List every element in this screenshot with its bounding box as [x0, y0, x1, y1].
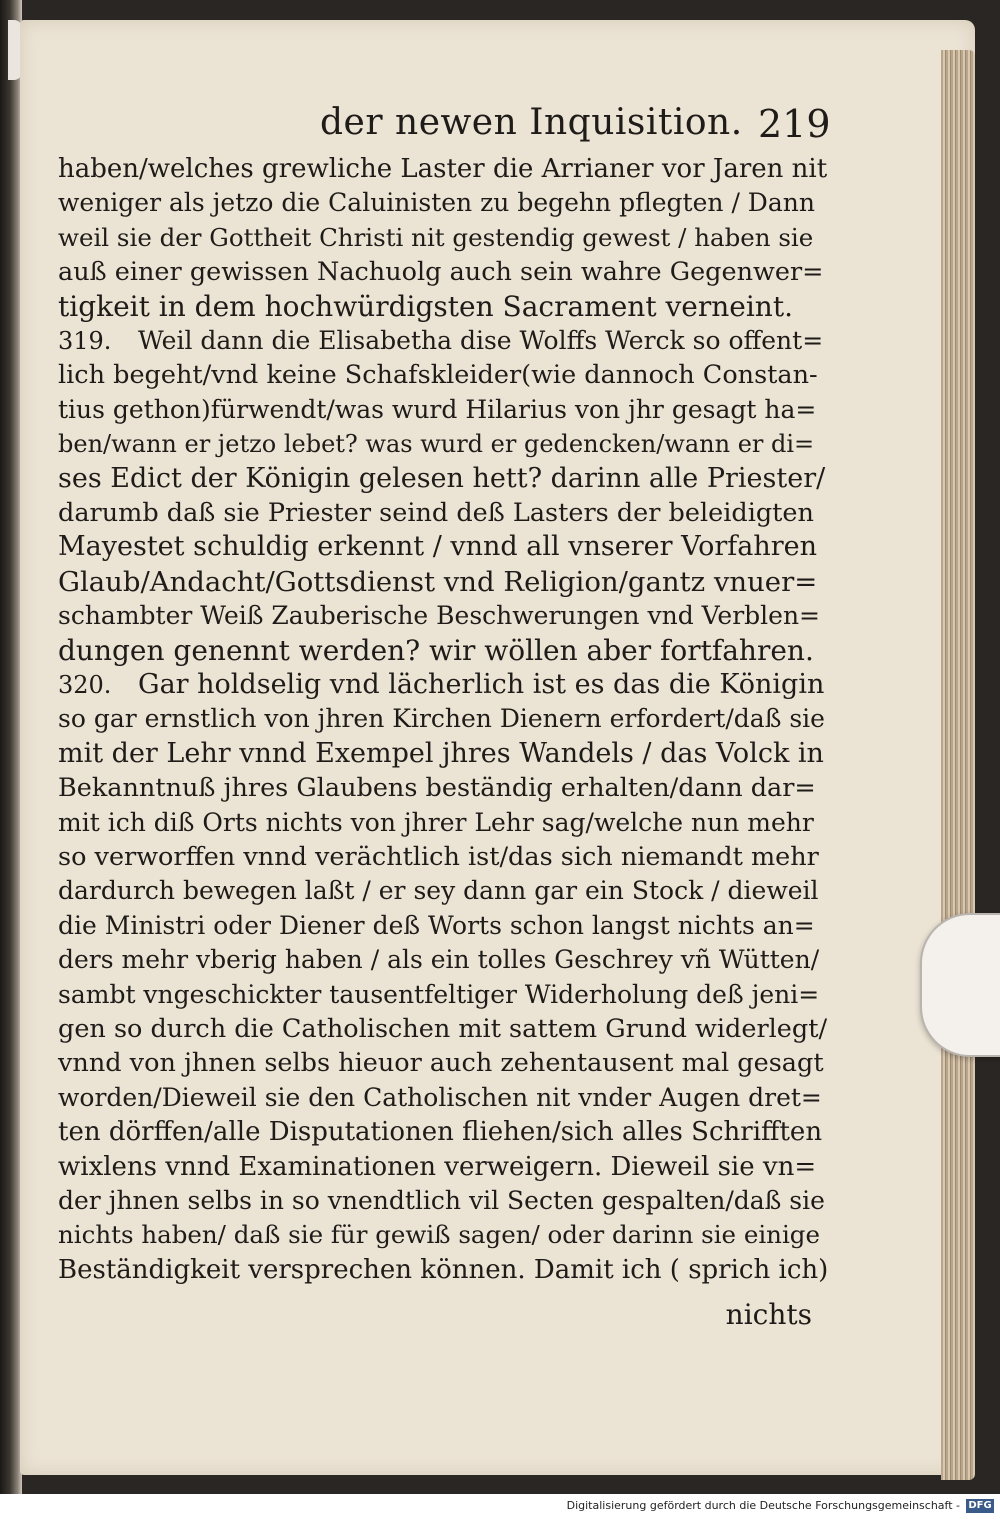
text-line: [58, 668, 824, 702]
text-line: [58, 634, 814, 668]
text-line: [58, 943, 819, 977]
text-line: [58, 255, 824, 289]
text-line: [58, 290, 793, 324]
text-line: [58, 1115, 822, 1149]
line-text: mit ich diß Orts nichts von jhrer Lehr sag/welche nun mehr: [58, 807, 814, 837]
line-text: weniger als jetzo die Caluinisten zu begehn pflegten / Dann: [58, 188, 815, 218]
text-line: [58, 496, 814, 530]
book-page: [20, 20, 975, 1475]
text-line: [58, 978, 819, 1012]
catchword: nichts: [725, 1298, 812, 1331]
line-text: weil sie der Gottheit Christi nit gestendig gewest / haben sie: [58, 222, 814, 252]
line-text: Bekanntnuß jhres Glaubens beständig erhalten/dann dar=: [58, 773, 816, 804]
line-text: tigkeit in dem hochwürdigsten Sacrament verneint.: [58, 289, 793, 323]
line-text: darumb daß sie Priester seind deß Lasters der beleidigten: [58, 498, 814, 528]
text-line: [58, 358, 818, 392]
line-text: gen so durch die Catholischen mit sattem Grund widerlegt/: [58, 1014, 828, 1044]
page-stack-edges: [941, 50, 975, 1480]
line-text: vnnd von jhnen selbs hieuor auch zehentausent mal gesagt: [58, 1048, 824, 1079]
line-text: haben/welches grewliche Laster die Arrianer vor Jaren nit: [58, 154, 828, 184]
text-line: [58, 806, 814, 840]
line-text: ses Edict der Königin gelesen hett? darinn alle Priester/: [58, 462, 826, 494]
line-text: ben/wann er jetzo lebet? was wurd er gedencken/wann er di=: [58, 430, 815, 459]
text-line: [58, 1253, 828, 1287]
line-text: wixlens vnnd Examinationen verweigern. Dieweil sie vn=: [58, 1151, 817, 1182]
line-text: so gar ernstlich von jhren Kirchen Dienern erfordert/daß sie: [58, 704, 825, 734]
text-line: [58, 427, 814, 461]
text-line: [58, 737, 824, 771]
text-line: [58, 874, 819, 908]
line-text: lich begeht/vnd keine Schafskleider(wie dannoch Constan-: [58, 360, 818, 391]
text-line: [58, 1046, 824, 1080]
line-text: worden/Dieweil sie den Catholischen nit vnder Augen dret=: [58, 1082, 822, 1112]
text-line: [58, 599, 820, 633]
text-line: [58, 530, 817, 564]
line-text: ten dörffen/alle Disputationen fliehen/sich alles Schrifften: [58, 1117, 823, 1148]
text-line: [58, 1150, 816, 1184]
text-line: [58, 393, 816, 427]
line-text: ders mehr vberig haben / als ein tolles Geschrey vñ Wütten/: [58, 945, 820, 975]
line-text: tius gethon)fürwendt/was wurd Hilarius von jhr gesagt ha=: [58, 394, 817, 424]
line-text: Mayestet schuldig erkennt / vnnd all vnserer Vorfahren: [58, 531, 818, 563]
line-text: sambt vngeschickter tausentfeltiger Widerholung deß jeni=: [58, 979, 820, 1009]
line-text: die Ministri oder Diener deß Worts schon langst nichts an=: [58, 910, 815, 940]
previous-page-edge: [0, 0, 22, 1494]
text-block: [58, 102, 831, 1332]
text-line: [58, 324, 823, 358]
line-text: Gar holdselig vnd lächerlich ist es das die Königin: [138, 669, 825, 700]
text-line: [58, 840, 819, 874]
text-line: [58, 1012, 827, 1046]
line-text: dardurch bewegen laßt / er sey dann gar ein Stock / dieweil: [58, 876, 819, 906]
text-line: [58, 221, 813, 255]
text-line: [58, 152, 827, 186]
text-line: [58, 771, 816, 805]
text-line: [58, 1218, 820, 1252]
paragraph-number: 319.: [58, 327, 112, 355]
text-line: [58, 1184, 825, 1218]
text-line: [58, 909, 815, 943]
text-line: [58, 1081, 822, 1115]
line-text: der jhnen selbs in so vnendtlich vil Secten gespalten/daß sie: [58, 1186, 825, 1215]
dfg-logo: DFG: [966, 1499, 994, 1513]
line-text: so verworffen vnnd verächtlich ist/das sich niemandt mehr: [58, 842, 819, 872]
funding-credit: Digitalisierung gefördert durch die Deutsche Forschungsgemeinschaft -: [566, 1499, 960, 1512]
line-text: nichts haben/ daß sie für gewiß sagen/ oder darinn sie einige: [58, 1220, 820, 1250]
bookmark-tab: [920, 913, 1000, 1057]
line-text: Weil dann die Elisabetha dise Wolffs Werck so offent=: [138, 326, 824, 355]
line-text: Beständigkeit versprechen können. Damit ich ( sprich ich): [58, 1254, 829, 1285]
line-text: mit der Lehr vnnd Exempel jhres Wandels / das Volck in: [58, 737, 824, 769]
text-line: [58, 186, 815, 220]
paragraph-number: 320.: [58, 671, 112, 699]
text-line: [58, 702, 825, 736]
line-text: schambter Weiß Zauberische Beschwerungen vnd Verblen=: [58, 601, 820, 631]
running-head: der newen Inquisition.: [320, 102, 743, 143]
line-text: Glaub/Andacht/Gottsdienst vnd Religion/gantz vnuer=: [58, 565, 818, 598]
line-text: auß einer gewissen Nachuolg auch sein wahre Gegenwer=: [58, 257, 824, 288]
page-number: 219: [758, 102, 831, 146]
text-line: [58, 462, 825, 496]
footer-bar: [0, 1494, 1000, 1520]
line-text: dungen genennt werden? wir wöllen aber fortfahren.: [58, 633, 814, 667]
text-line: [58, 565, 817, 599]
